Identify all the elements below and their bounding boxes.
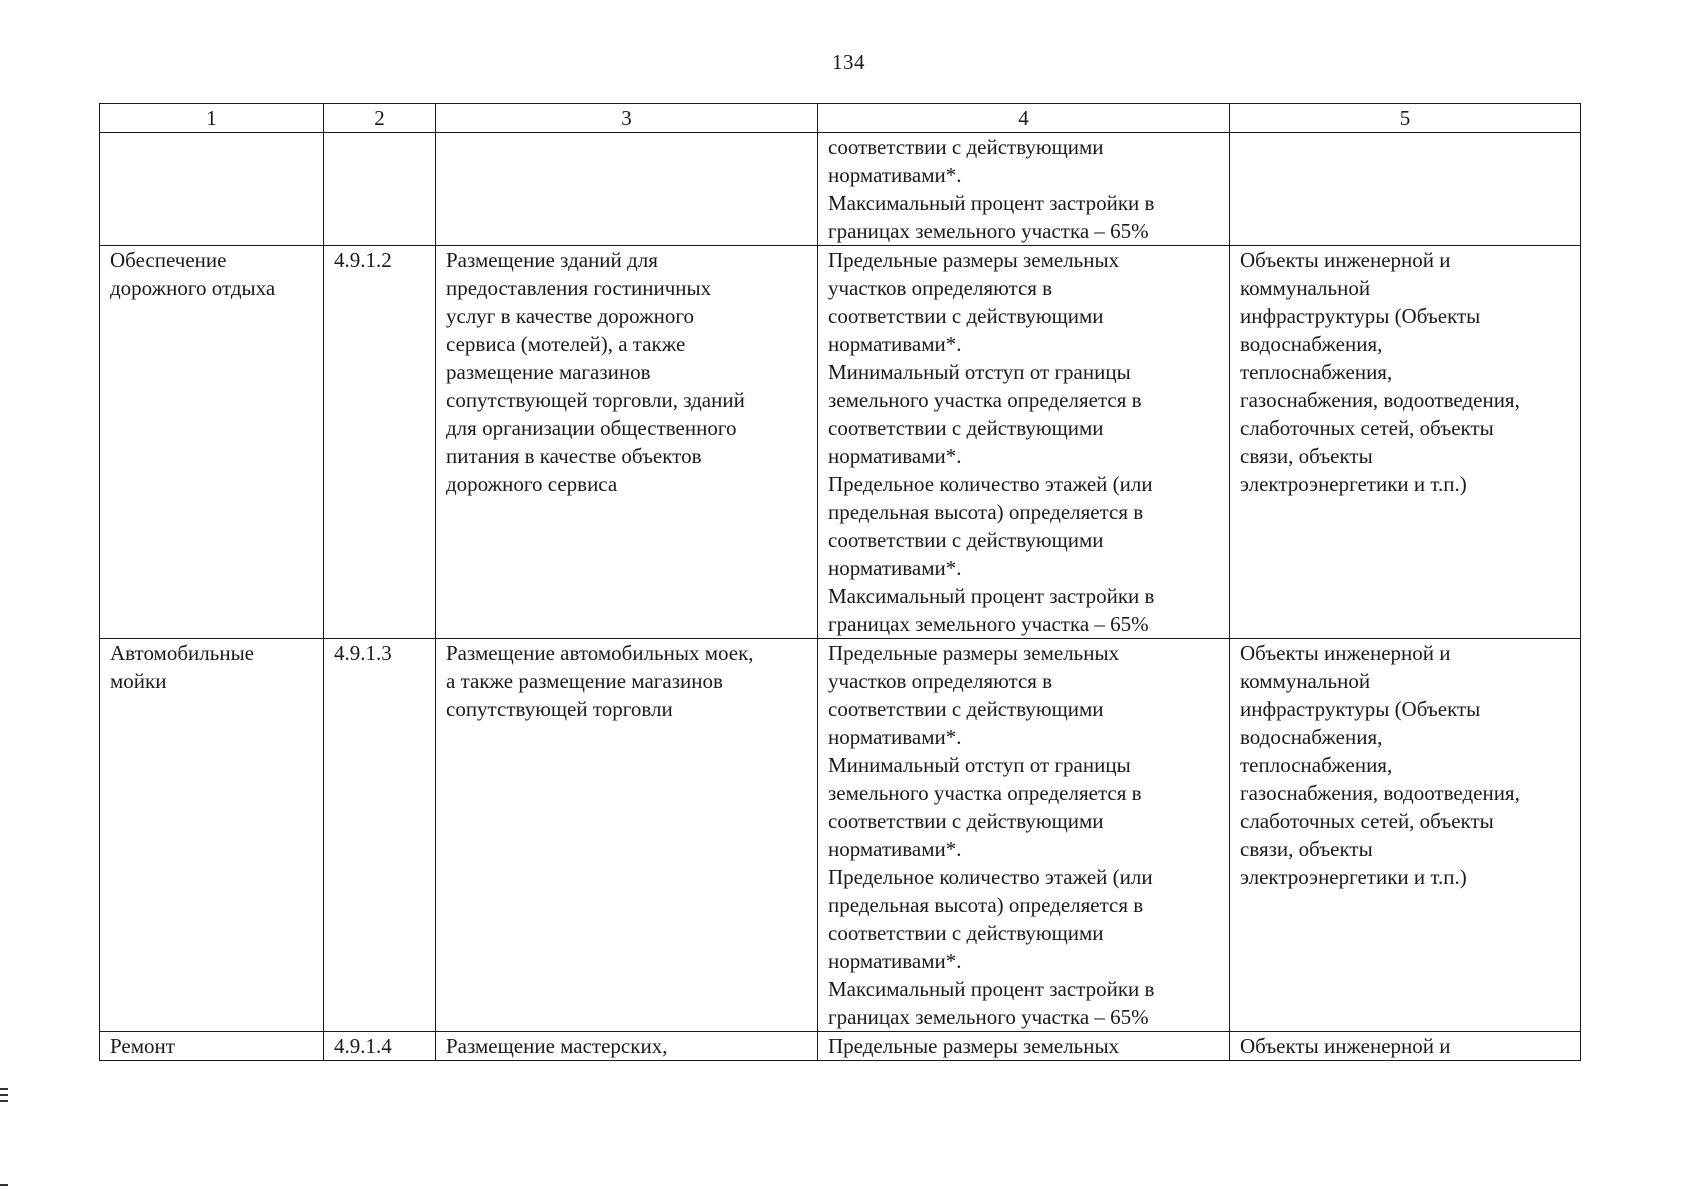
cell-parameters: Предельные размеры земельных участков определяются в соответствии с действующими нормативами*. Минимальный отступ от границы земельного участка определяется в соответствии с действующими нормативами*. Предельное количество этажей (или предельная высота) определяется в соответствии с действующими нормативами*. Максимальный процент застройки в границах земельного участка – 65%	[818, 639, 1230, 1032]
cell-use-code	[324, 133, 436, 246]
cell-use-name: Обеспечение дорожного отдыха	[100, 246, 324, 639]
cell-parameters: соответствии с действующими нормативами*. Максимальный процент застройки в границах земельного участка – 65%	[818, 133, 1230, 246]
table-row-car-wash	[100, 639, 1581, 1032]
cell-use-description: Размещение мастерских,	[436, 1032, 818, 1061]
table-row-road-rest	[100, 246, 1581, 639]
cell-use-name: Автомобильные мойки	[100, 639, 324, 1032]
cell-use-code: 4.9.1.2	[324, 246, 436, 639]
scan-margin-mark	[0, 1100, 8, 1102]
cell-use-description: Размещение зданий для предоставления гостиничных услуг в качестве дорожного сервиса (мотелей), а также размещение магазинов сопутствующей торговли, зданий для организации общественного питания в качестве объектов дорожного сервиса	[436, 246, 818, 639]
scan-margin-mark	[0, 1184, 8, 1186]
cell-use-name: Ремонт	[100, 1032, 324, 1061]
cell-use-code: 4.9.1.3	[324, 639, 436, 1032]
table-header-row	[100, 104, 1581, 133]
cell-use-description: Размещение автомобильных моек, а также размещение магазинов сопутствующей торговли	[436, 639, 818, 1032]
column-header-5: 5	[1230, 104, 1581, 133]
cell-infrastructure-objects: Объекты инженерной и	[1230, 1032, 1581, 1061]
table-row-repair	[100, 1032, 1581, 1061]
column-header-1: 1	[100, 104, 324, 133]
cell-infrastructure-objects: Объекты инженерной и коммунальной инфраструктуры (Объекты водоснабжения, теплоснабжения, газоснабжения, водоотведения, слаботочных сетей, объекты связи, объекты электроэнергетики и т.п.)	[1230, 639, 1581, 1032]
column-header-4: 4	[818, 104, 1230, 133]
cell-parameters: Предельные размеры земельных	[818, 1032, 1230, 1061]
page-number: 134	[832, 50, 865, 74]
column-header-3: 3	[436, 104, 818, 133]
column-header-2: 2	[324, 104, 436, 133]
table-row-continuation	[100, 133, 1581, 246]
cell-use-code: 4.9.1.4	[324, 1032, 436, 1061]
scan-margin-mark	[0, 1088, 8, 1090]
land-use-table	[99, 103, 1581, 1061]
cell-infrastructure-objects	[1230, 133, 1581, 246]
cell-parameters: Предельные размеры земельных участков определяются в соответствии с действующими нормативами*. Минимальный отступ от границы земельного участка определяется в соответствии с действующими нормативами*. Предельное количество этажей (или предельная высота) определяется в соответствии с действующими нормативами*. Максимальный процент застройки в границах земельного участка – 65%	[818, 246, 1230, 639]
cell-use-name	[100, 133, 324, 246]
cell-infrastructure-objects: Объекты инженерной и коммунальной инфраструктуры (Объекты водоснабжения, теплоснабжения, газоснабжения, водоотведения, слаботочных сетей, объекты связи, объекты электроэнергетики и т.п.)	[1230, 246, 1581, 639]
scan-margin-mark	[0, 1094, 8, 1096]
cell-use-description	[436, 133, 818, 246]
